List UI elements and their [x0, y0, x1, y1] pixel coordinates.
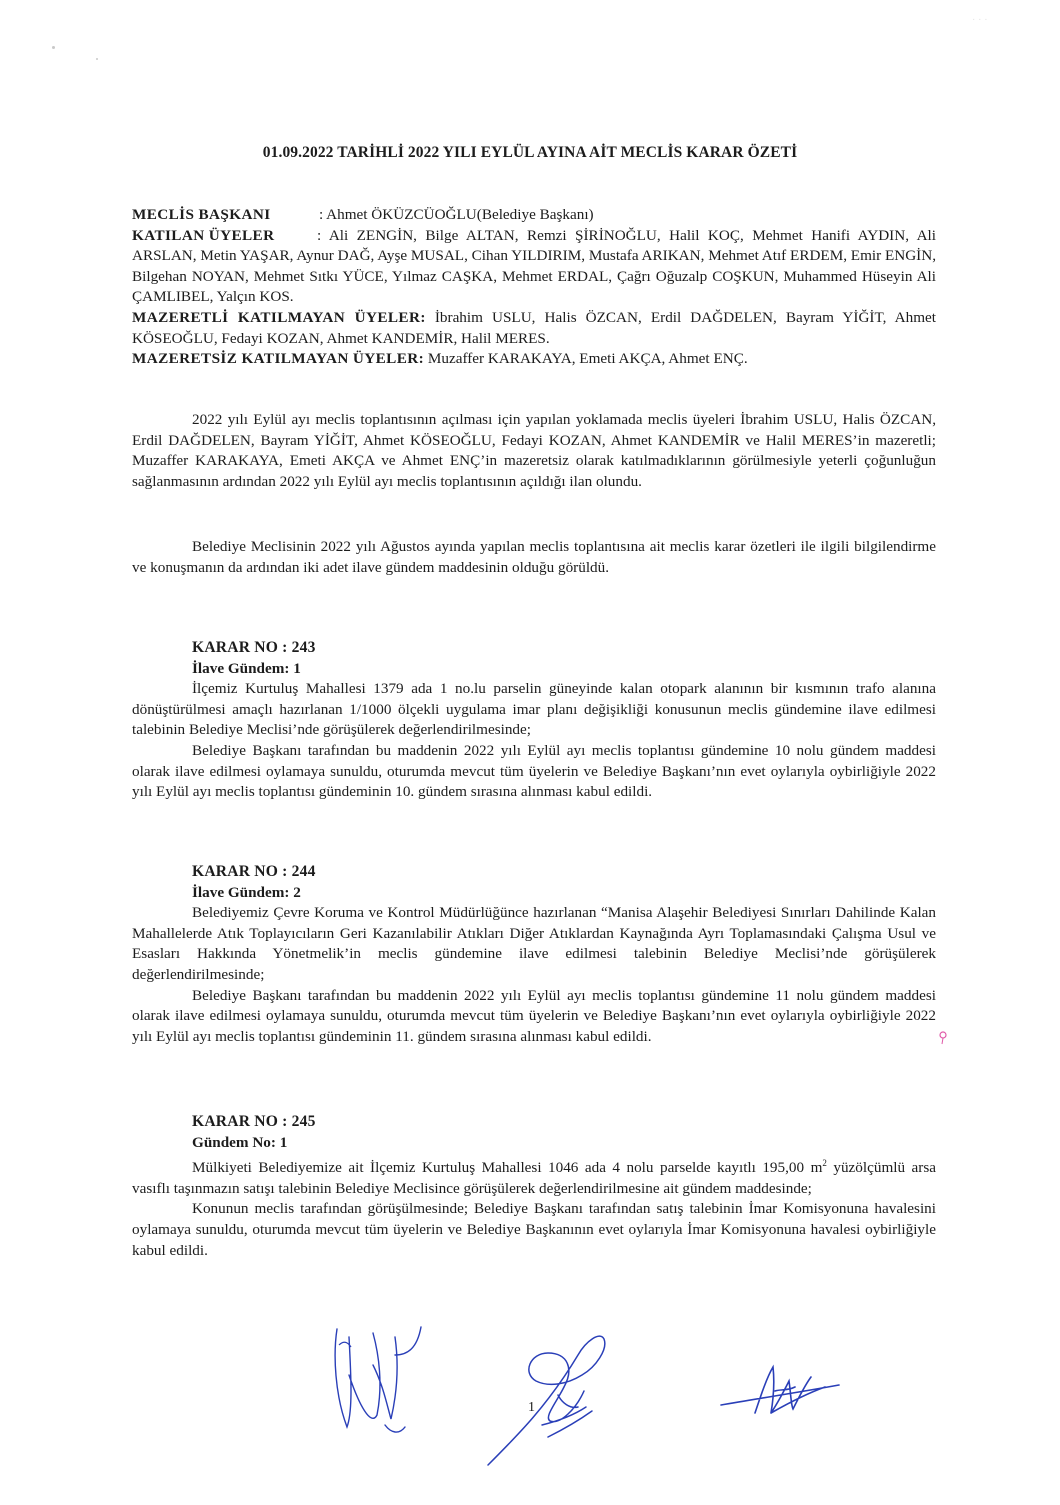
scan-artifact: · · · [972, 14, 988, 25]
decision-number: KARAR NO : 243 [192, 639, 316, 656]
decision-text-2: Belediye Başkanı tarafından bu maddenin 2022 yılı Eylül ayı meclis toplantısı gündemine 10 nolu gündem maddesi olarak ilave edilmesi oylamaya sunuldu, oturumda mevcut tüm üyelerin ve Belediye Başkanı’nın evet oylarıyla oybirliğiyle 2022 yılı Eylül ayı meclis toplantısı gündeminin 10. gündem sırasına alınması kabul edildi. [132, 741, 936, 801]
unexcused-label: MAZERETSİZ KATILMAYAN ÜYELER: [132, 350, 425, 368]
decision-number: KARAR NO : 245 [192, 1113, 316, 1130]
signature-3 [715, 1355, 855, 1425]
decision-text-1: Belediyemiz Çevre Koruma ve Kontrol Müdürlüğünce hazırlanan “Manisa Alaşehir Belediyesi Sınırları Dahilinde Kalan Mahallelerde Atık Toplayıcıların Geri Kazanılabilir Atıkları Diğer Atıklardan Kaynağında Ayrı Toplamasındaki Çalışma Usul ve Esasları Hakkında Yönetmelik’in meclis gündemine ilave edilmesi talebinin Belediye Meclisi’nde görüşülerek değerlendirilmesinde; [132, 904, 936, 983]
excused-label: MAZERETLİ KATILMAYAN ÜYELER: [132, 308, 426, 326]
signature-1 [325, 1315, 475, 1445]
margin-mark [938, 1030, 948, 1046]
president-value: : Ahmet ÖKÜZCÜOĞLU(Belediye Başkanı) [319, 206, 594, 223]
attending-label: KATILAN ÜYELER [132, 226, 275, 244]
decision-text-1: İlçemiz Kurtuluş Mahallesi 1379 ada 1 no.lu parselin güneyinde kalan otopark alanının bir kısmının trafo alanına dönüştürülmesi amaçlı hazırlanan 1/1000 ölçekli uygulama imar planı değişikliği konusunun meclis gündemine ilave edilmesi talebinin Belediye Meclisi’nde görüşülerek değerlendirilmesinde; [132, 680, 936, 739]
intro-paragraph-2 [132, 537, 936, 578]
decision-text-2: Konunun meclis tarafından görüşülmesinde; Belediye Başkanı tarafından satış talebinin İmar Komisyonuna havalesini oylamaya sunuldu, oturumda mevcut tüm üyelerin ve Belediye Başkanının evet oylarıyla İmar Komisyonuna havalesi oybirliğiyle kabul edildi. [132, 1200, 936, 1259]
excused-members: İbrahim USLU, Halis ÖZCAN, Erdil DAĞDELEN, Bayram YİĞİT, Ahmet KÖSEOĞLU, Fedayi KOZAN, Ahmet KANDEMİR, Halil MERES. [132, 308, 936, 347]
decision-number: KARAR NO : 244 [192, 863, 316, 880]
decision-text-1 [132, 1153, 936, 1199]
scan-speck [96, 58, 98, 60]
decision-text-1b: yüzölçümlü arsa vasıflı taşınmazın satışı talebinin Belediye Meclisince görüşülerek değerlendirilmesine ait gündem maddesinde; [132, 1159, 936, 1197]
decision-agenda: İlave Gündem: 1 [192, 659, 301, 677]
superscript: 2 [822, 1158, 827, 1169]
attendance-block [132, 205, 936, 370]
decision-agenda: Gündem No: 1 [192, 1133, 288, 1151]
decision-245 [132, 1112, 936, 1261]
document-title: 01.09.2022 TARİHLİ 2022 YILI EYLÜL AYINA AİT MECLİS KARAR ÖZETİ [262, 144, 798, 161]
unexcused-members: Muzaffer KARAKAYA, Emeti AKÇA, Ahmet ENÇ. [424, 350, 748, 368]
intro-text-1: 2022 yılı Eylül ayı meclis toplantısının açılması için yapılan yoklamada meclis üyeleri İbrahim USLU, Halis ÖZCAN, Erdil DAĞDELEN, Bayram YİĞİT, Ahmet KÖSEOĞLU, Fedayi KOZAN, Ahmet KANDEMİR ve Halil MERES’in mazeretli; Muzaffer KARAKAYA, Emeti AKÇA ve Ahmet ENÇ’in mazeretsiz olarak katılmadıklarının görülmesiyle yeterli çoğunluğun sağlanmasının ardından 2022 yılı Eylül ayı meclis toplantısının açıldığı ilan olundu. [132, 411, 936, 490]
intro-paragraph-1 [132, 410, 936, 492]
signature-2 [478, 1325, 628, 1475]
decision-text-1a: Mülkiyeti Belediyemize ait İlçemiz Kurtuluş Mahallesi 1046 ada 4 nolu parselde kayıtlı 195,00 m [192, 1159, 823, 1177]
decision-243 [132, 638, 936, 803]
decision-agenda: İlave Gündem: 2 [192, 883, 301, 901]
decision-text-2: Belediye Başkanı tarafından bu maddenin 2022 yılı Eylül ayı meclis toplantısı gündemine 11 nolu gündem maddesi olarak ilave edilmesi oylamaya sunuldu, oturumda mevcut tüm üyelerin ve Belediye Başkanı’nın evet oylarıyla oybirliğiyle 2022 yılı Eylül ayı meclis toplantısı gündeminin 11. gündem sırasına alınması kabul edildi. [132, 986, 936, 1045]
attending-members: : Ali ZENGİN, Bilge ALTAN, Remzi ŞİRİNOĞLU, Halil KOÇ, Mehmet Hanifi AYDIN, Ali ARSLAN, Metin YAŞAR, Aynur DAĞ, Ayşe MUSAL, Cihan YILDIRIM, Mustafa ARIKAN, Mehmet Atıf ERDEM, Emir ENGİN, Bilgehan NOYAN, Mehmet Sıtkı YÜCE, Yılmaz CAŞKA, Mehmet ERDAL, Çağrı Oğuzalp COŞKUN, Muhammed Hüseyin Ali ÇAMLIBEL, Yalçın KOS. [132, 226, 936, 306]
decision-244 [132, 862, 936, 1047]
scan-speck [52, 46, 55, 49]
intro-text-2: Belediye Meclisinin 2022 yılı Ağustos ayında yapılan meclis toplantısına ait meclis karar özetleri ile ilgili bilgilendirme ve konuşmanın da ardından iki adet ilave gündem maddesinin olduğu görüldü. [132, 538, 936, 576]
page-number: 1 [528, 1400, 535, 1415]
president-label: MECLİS BAŞKANI [132, 206, 271, 223]
